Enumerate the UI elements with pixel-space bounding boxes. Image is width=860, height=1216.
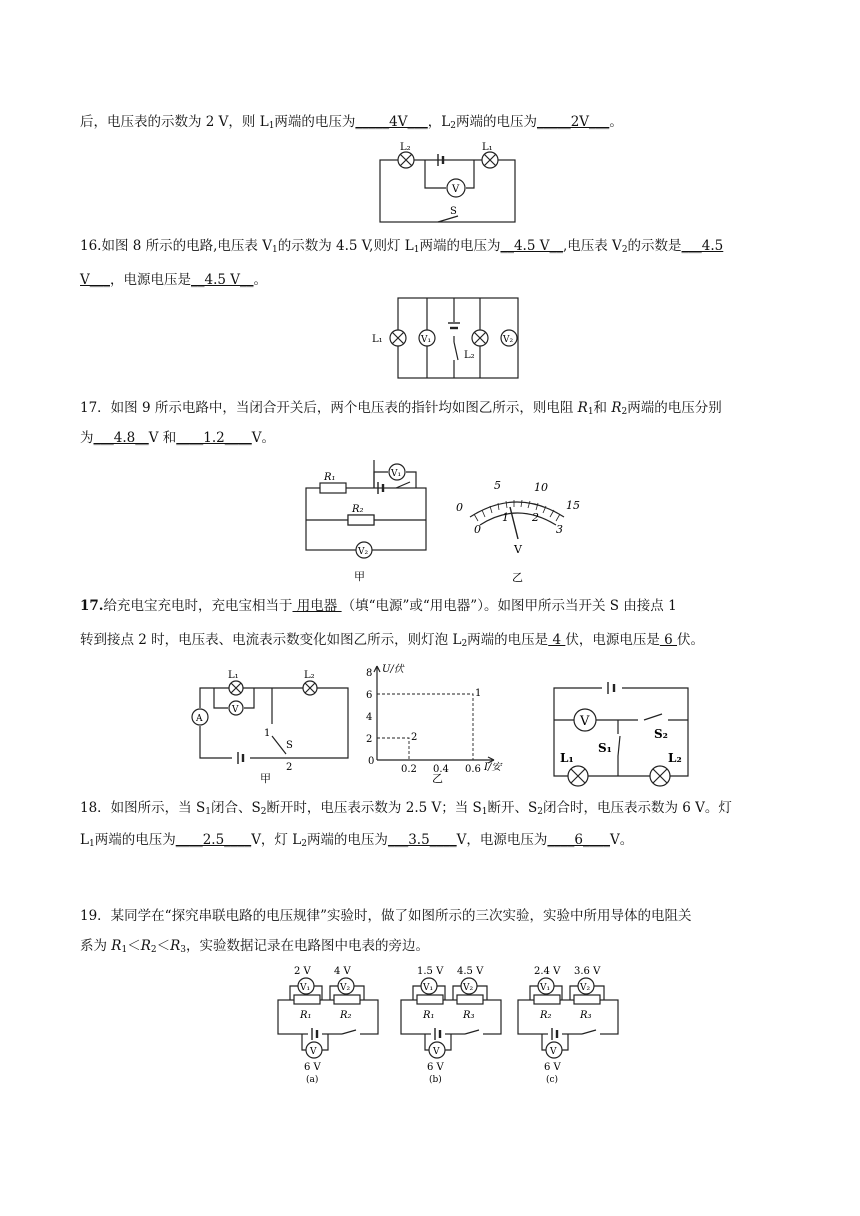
q17b-label-2: 2 (286, 762, 293, 773)
q17b-label-s: S (286, 740, 293, 751)
graph-ytick: 8 (366, 668, 373, 679)
q19-line-1: 19．某同学在“探究串联电路的电压规律”实验时，做了如图所示的三次实验，实验中所用导体的电阻关 (80, 908, 692, 924)
q19-total-voltage: 6 V (427, 1062, 444, 1073)
q17a-caption-yi: 乙 (512, 571, 523, 584)
meter-bottom-0: 0 (474, 523, 481, 536)
q16-circuit-figure (372, 296, 522, 382)
q19-v-label: V (550, 1047, 557, 1057)
q18-answer-3: ____6____ (547, 832, 611, 848)
q17b-label-a: A (196, 714, 203, 724)
graph-guide (377, 738, 409, 760)
q19-v1-label: V₁ (300, 983, 311, 993)
right-label-v: V (580, 714, 590, 729)
q19-line-2: 系为 $R_1<R_2<R_3$，实验数据记录在电路图中电表的旁边。 (80, 938, 430, 955)
meter-bottom-1: 1 (502, 511, 509, 524)
q17b-caption-jia: 甲 (260, 772, 271, 785)
q19-v2-reading: 4.5 V (457, 966, 484, 977)
meter-top-0: 0 (456, 501, 463, 514)
right-label-s2: S₂ (654, 727, 668, 741)
q19-v2-reading: 4 V (334, 966, 351, 977)
q17a-label-r1: R₁ (324, 472, 336, 483)
q17a-label-r2: R₂ (352, 504, 364, 515)
q15-text: 后，电压表的示数为 2 V，则 $L_1$两端的电压为_____4V___，$L_2$两端的电压为_____2V___。 (80, 114, 623, 131)
q16-label-v1: V₁ (421, 335, 432, 345)
q19-figure-tag: (a) (306, 1075, 319, 1085)
graph-ylabel: U/伏 (382, 664, 404, 675)
q18-answer-1: ____2.5____ (175, 832, 252, 848)
q16-label-l1: L₁ (372, 334, 383, 345)
q17b-circuit-jia (190, 666, 350, 784)
q19-v1-reading: 2.4 V (534, 966, 561, 977)
meter-top-10: 10 (534, 481, 548, 494)
q17a-caption-jia: 甲 (354, 570, 365, 583)
q18-line-1: 18．如图所示，当 $S_1$闭合、$S_2$断开时，电压表示数为 2.5 V；当 $S_1$断开、$S_2$闭合时，电压表示数为 6 V。灯 (80, 800, 732, 817)
q19-resistor-b: R₂ (340, 1010, 352, 1021)
q17a-answer-2: ____1.2____ (176, 430, 252, 446)
q17a-line-1: 17．如图 9 所示电路中，当闭合开关后，两个电压表的指针均如图乙所示，则电阻 $R_1$和 $R_2$两端的电压分别 (80, 400, 722, 417)
q19-v1-label: V₁ (540, 983, 551, 993)
q17a-label-v2: V₂ (358, 547, 369, 557)
q19-resistor-b: R₃ (580, 1010, 592, 1021)
q15-label-v: V (452, 184, 460, 195)
q16-answer-3: __4.5 V__ (191, 272, 254, 288)
q15-circuit-figure (378, 140, 518, 225)
q19-v2-label: V₂ (340, 983, 351, 993)
q19-figure-tag: (c) (546, 1075, 559, 1085)
q16-label-l2: L₂ (464, 350, 475, 361)
q19-total-voltage: 6 V (304, 1062, 321, 1073)
meter-bottom-3: 3 (556, 523, 563, 536)
q19-resistor-a: R₁ (300, 1010, 312, 1021)
q17b-answer-3: 6 (659, 632, 678, 648)
q19-circuit-c (512, 964, 622, 1088)
q19-v1-reading: 1.5 V (417, 966, 444, 977)
q17b-ui-graph (362, 660, 512, 784)
q19-v2-reading: 3.6 V (574, 966, 601, 977)
right-label-s1: S₁ (598, 741, 612, 755)
q17b-label-l2: L₂ (304, 670, 315, 681)
q16-answer-1: __4.5 V__ (500, 238, 563, 254)
meter-v-label: V (514, 543, 522, 556)
q15-answer-2: _____2V___ (536, 114, 610, 130)
q18-answer-2: ___3.5____ (387, 832, 457, 848)
q17a-line-2: 为___4.8__V 和____1.2____V。 (80, 430, 276, 446)
q19-resistor-a: R₂ (540, 1010, 552, 1021)
q17a-meter-figure (452, 475, 587, 585)
meter-top-15: 15 (566, 499, 580, 512)
q19-total-voltage: 6 V (544, 1062, 561, 1073)
meter-top-5: 5 (494, 479, 501, 492)
q19-v1-reading: 2 V (294, 966, 311, 977)
graph-xtick: 0.2 (401, 764, 417, 775)
q15-label-l2: L₂ (400, 142, 411, 153)
q16-answer-2: ___4.5 (681, 238, 724, 254)
q17b-circuit-right (548, 682, 698, 784)
graph-xtick: 0.6 (465, 764, 481, 775)
q17b-caption-yi: 乙 (432, 772, 443, 785)
q16-label-v2: V₂ (503, 335, 514, 345)
q17b-line-2: 转到接点 2 时，电压表、电流表示数变化如图乙所示，则灯泡 $L_2$两端的电压是 4 伏，电源电压是 6 伏。 (80, 632, 705, 649)
q19-v-label: V (433, 1047, 440, 1057)
q19-circuit-b (395, 964, 505, 1088)
graph-xtick: 0.4 (433, 764, 449, 775)
graph-guide (377, 694, 473, 760)
q17a-answer-1: ___4.8__ (93, 430, 149, 446)
q19-v1-label: V₁ (423, 983, 434, 993)
q17b-label-v: V (232, 705, 239, 715)
graph-xlabel: I/安 (484, 762, 502, 773)
q17b-line-1: 17.给充电宝充电时，充电宝相当于 用电器 （填“电源”或“用电器”）。如图甲所示当开关 S 由接点 1 (80, 598, 677, 614)
q16-line-2: V___，电源电压是__4.5 V__。 (80, 272, 268, 288)
q16-line-1: 16.如图 8 所示的电路,电压表 $V_1$的示数为 4.5 V,则灯 $L_1$两端的电压为__4.5 V__,电压表 $V_2$的示数是___4.5 (80, 238, 724, 255)
graph-ytick: 6 (366, 690, 373, 701)
q17b-answer-2: 4 (548, 632, 566, 648)
graph-point-label: 2 (411, 732, 418, 743)
q19-resistor-b: R₃ (463, 1010, 475, 1021)
q17b-answer-1: 用电器 (292, 598, 342, 614)
q17b-label-l1: L₁ (228, 670, 239, 681)
q15-label-l1: L₁ (482, 142, 493, 153)
q15-label-s: S (450, 206, 457, 217)
meter-bottom-2: 2 (532, 511, 539, 524)
graph-ytick: 2 (366, 734, 373, 745)
right-label-l1: L₁ (560, 751, 574, 765)
q17a-label-v1: V₁ (391, 469, 402, 479)
q19-figure-tag: (b) (429, 1075, 442, 1085)
q19-v-label: V (310, 1047, 317, 1057)
graph-ytick: 4 (366, 712, 373, 723)
q19-v2-label: V₂ (463, 983, 474, 993)
q17a-circuit-figure (300, 460, 430, 585)
q19-resistor-a: R₁ (423, 1010, 435, 1021)
q17b-label-1: 1 (264, 728, 271, 739)
q19-v2-label: V₂ (580, 983, 591, 993)
q18-line-2: $L_1$两端的电压为____2.5____V，灯 $L_2$两端的电压为___3.5____V，电源电压为____6____V。 (80, 832, 634, 849)
graph-point-label: 1 (475, 688, 482, 699)
right-label-l2: L₂ (668, 751, 682, 765)
q19-circuit-a (272, 964, 382, 1088)
graph-origin: 0 (368, 756, 375, 767)
q15-answer-1: _____4V___ (355, 114, 428, 130)
